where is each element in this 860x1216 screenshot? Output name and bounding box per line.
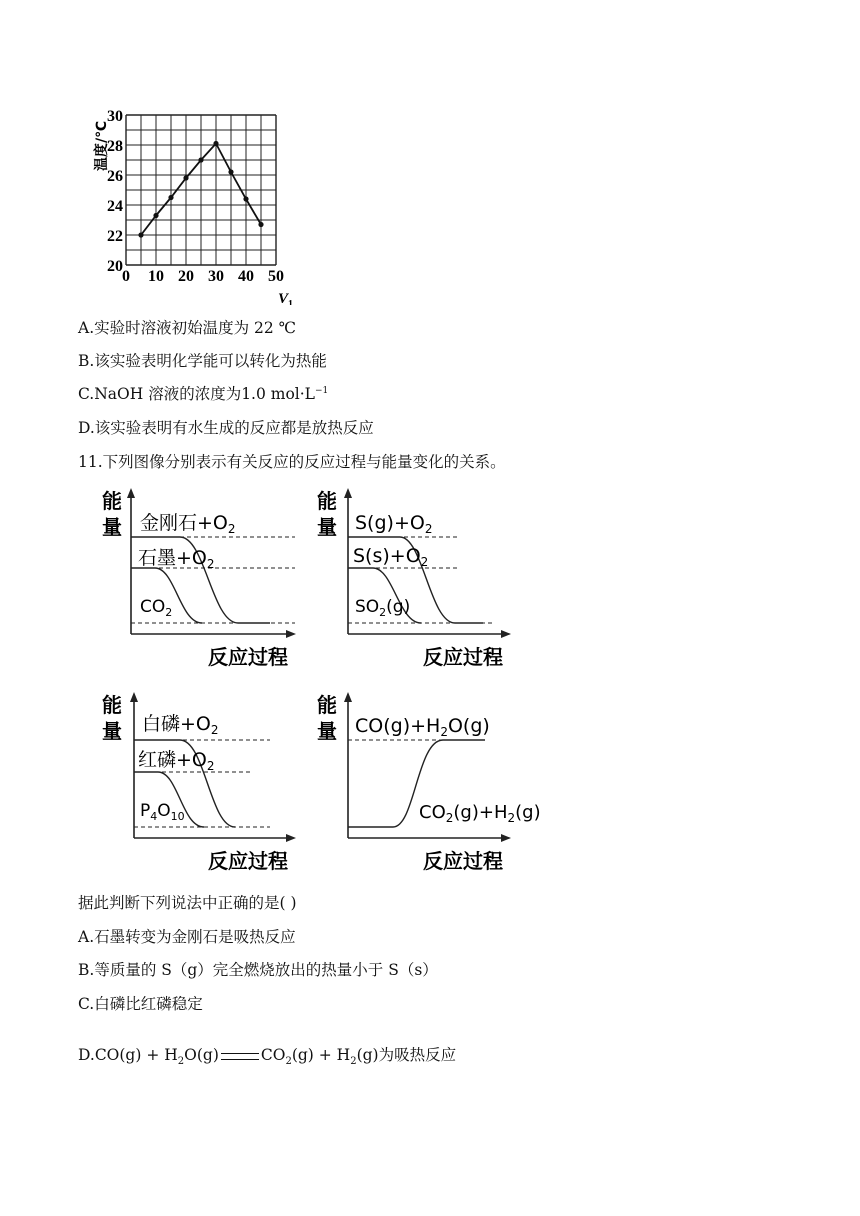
d2-bottom-sub: 2 bbox=[379, 606, 387, 619]
y-tick-label: 28 bbox=[107, 138, 123, 155]
d1-mid-label: 石墨+O bbox=[138, 547, 207, 569]
d2-top-label: S(g)+O bbox=[355, 512, 425, 534]
x-tick-label: 10 bbox=[148, 268, 164, 285]
x-label: 反应过程 bbox=[423, 645, 503, 669]
svg-text:红磷+O2 bbox=[138, 749, 215, 773]
data-point bbox=[213, 141, 218, 146]
d3-bottom-label: P bbox=[140, 801, 151, 821]
svg-text:白磷+O2 bbox=[142, 713, 219, 737]
data-point bbox=[258, 222, 263, 227]
q10-option-d: D.该实验表明有水生成的反应都是放热反应 bbox=[78, 419, 374, 437]
y-label-2: 量 bbox=[102, 719, 122, 743]
x-axis-label: $V_1$ bbox=[278, 291, 294, 305]
d2-mid-label: S(s)+O bbox=[353, 545, 421, 567]
d3-top-sub: 2 bbox=[210, 723, 219, 737]
d4-bottom-label: CO bbox=[419, 802, 446, 823]
q11-option-c: C.白磷比红磷稳定 bbox=[78, 995, 203, 1013]
equals-sign bbox=[221, 1053, 259, 1060]
q10-option-c bbox=[78, 382, 328, 404]
d3-mid-sub: 2 bbox=[206, 759, 215, 773]
q11-option-d-suffix: 为吸热反应 bbox=[378, 1046, 457, 1064]
formula-sub-4: 2 bbox=[350, 1056, 357, 1068]
x-tick-label: 50 bbox=[268, 268, 284, 285]
formula-part-3: CO bbox=[260, 1046, 286, 1064]
energy-diagram-diamond-graphite bbox=[100, 484, 305, 673]
q10-option-c-text: C.NaOH 溶液的浓度为1.0 mol·L bbox=[78, 385, 315, 403]
y-label-2: 量 bbox=[317, 515, 337, 539]
q10-option-c-sup: −1 bbox=[314, 385, 329, 396]
d3-bottom-sub2: 10 bbox=[170, 810, 185, 823]
q11-option-b: B.等质量的 S（g）完全燃烧放出的热量小于 S（s） bbox=[78, 961, 438, 979]
q11-option-a: A.石墨转变为金刚石是吸热反应 bbox=[78, 928, 296, 946]
data-point bbox=[183, 175, 188, 180]
x-label: 反应过程 bbox=[208, 645, 288, 669]
formula-sub-3: 2 bbox=[285, 1056, 292, 1068]
temperature-chart bbox=[80, 100, 310, 309]
d4-top-sub: 2 bbox=[440, 725, 448, 739]
data-point bbox=[153, 213, 158, 218]
y-label-1: 能 bbox=[102, 489, 122, 513]
d1-bottom-sub: 2 bbox=[165, 606, 173, 619]
data-point bbox=[228, 169, 233, 174]
y-label-2: 量 bbox=[317, 719, 337, 743]
x-tick-label: 40 bbox=[238, 268, 254, 285]
y-tick-label: 22 bbox=[107, 228, 123, 245]
d2-bottom-tail: (g) bbox=[386, 597, 411, 617]
data-point bbox=[168, 195, 173, 200]
d4-bottom-sub: 2 bbox=[445, 811, 454, 825]
q11-stem: 11.下列图像分别表示有关反应的反应过程与能量变化的关系。 bbox=[78, 453, 506, 471]
d3-mid-label: 红磷+O bbox=[138, 749, 207, 771]
formula-part-4: (g) + H bbox=[291, 1046, 351, 1064]
d1-bottom-label: CO bbox=[140, 597, 166, 617]
d4-bottom-sub2: 2 bbox=[507, 811, 516, 825]
q10-option-a: A.实验时溶液初始温度为 22 ℃ bbox=[78, 319, 297, 337]
d4-bottom-mid: (g)+H bbox=[453, 802, 508, 823]
y-label-1: 能 bbox=[317, 489, 337, 513]
d2-mid-sub: 2 bbox=[420, 555, 429, 569]
svg-text:CO2 bbox=[140, 597, 172, 619]
energy-diagram-sulfur bbox=[315, 484, 525, 673]
data-point bbox=[138, 232, 143, 237]
y-label-2: 量 bbox=[102, 515, 122, 539]
d1-top-label: 金刚石+O bbox=[140, 512, 228, 534]
d4-top-tail: O(g) bbox=[447, 715, 490, 737]
d3-bottom-o: O bbox=[157, 801, 171, 821]
svg-text:SO2(g) bbox=[355, 597, 410, 619]
y-tick-label: 24 bbox=[107, 198, 123, 215]
x-label: 反应过程 bbox=[208, 849, 288, 873]
q11-option-d bbox=[78, 1043, 456, 1067]
svg-text:S(g)+O2 bbox=[355, 512, 432, 536]
x-tick-label: 30 bbox=[208, 268, 224, 285]
formula-part-5: (g) bbox=[356, 1046, 379, 1064]
y-label-1: 能 bbox=[102, 693, 122, 717]
svg-text:S(s)+O2 bbox=[353, 545, 428, 569]
q11-ask: 据此判断下列说法中正确的是( ) bbox=[78, 894, 297, 912]
d2-bottom-label: SO bbox=[355, 597, 380, 617]
svg-text:石墨+O2 bbox=[138, 547, 215, 571]
x-label: 反应过程 bbox=[423, 849, 503, 873]
y-label-1: 能 bbox=[317, 693, 337, 717]
d3-bottom-sub: 4 bbox=[150, 810, 158, 823]
svg-text:金刚石+O2 bbox=[140, 512, 236, 536]
data-point bbox=[243, 196, 248, 201]
q11-option-d-prefix: D. bbox=[78, 1046, 95, 1064]
q10-option-b: B.该实验表明化学能可以转化为热能 bbox=[78, 352, 327, 370]
energy-diagram-phosphorus bbox=[100, 688, 305, 877]
data-point bbox=[198, 157, 203, 162]
x-tick-label: 0 bbox=[122, 268, 130, 285]
y-tick-label: 20 bbox=[107, 258, 123, 275]
y-tick-label: 30 bbox=[107, 108, 123, 125]
svg-text:CO2(g)+H2(g) bbox=[419, 802, 541, 825]
x-tick-label: 20 bbox=[178, 268, 194, 285]
d4-top-label: CO(g)+H bbox=[355, 715, 441, 737]
d1-mid-sub: 2 bbox=[206, 557, 215, 571]
temperature-chart-svg bbox=[80, 100, 310, 305]
svg-text:CO(g)+H2O(g) bbox=[355, 715, 490, 739]
y-axis-label: 温度/℃ bbox=[94, 120, 110, 171]
d2-top-sub: 2 bbox=[424, 522, 433, 536]
energy-diagram-co-water bbox=[315, 688, 555, 877]
d3-top-label: 白磷+O bbox=[142, 713, 211, 735]
formula-part-2: O(g) bbox=[184, 1046, 219, 1064]
d4-bottom-tail: (g) bbox=[515, 802, 541, 823]
formula-sub-1: 2 bbox=[177, 1056, 185, 1068]
formula-part-1: CO(g) + H bbox=[94, 1046, 178, 1064]
svg-text:P4O10 bbox=[140, 801, 185, 823]
y-tick-label: 26 bbox=[107, 168, 123, 185]
d1-top-sub: 2 bbox=[227, 522, 236, 536]
